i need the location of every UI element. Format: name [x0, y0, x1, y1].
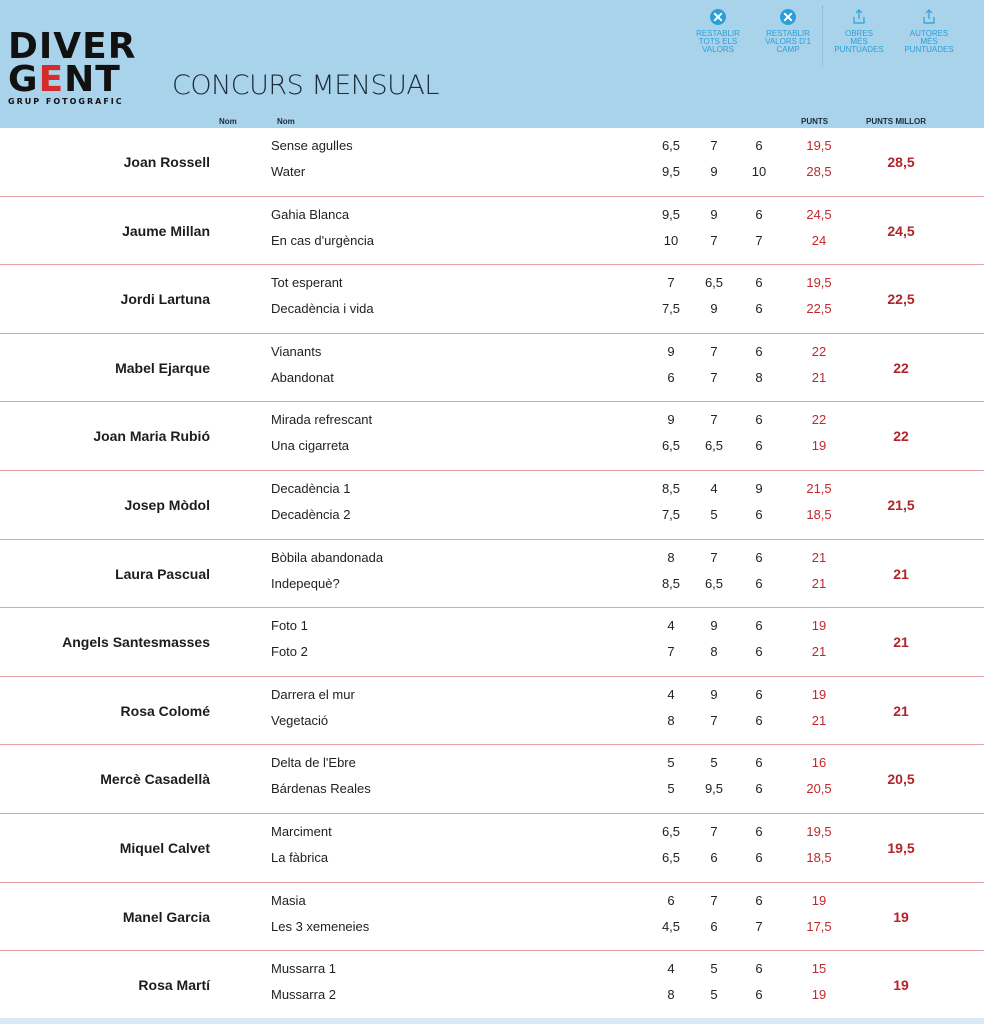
judge-score-2[interactable]: 7	[710, 549, 718, 565]
work-title: Una cigarreta	[271, 438, 350, 454]
author-row[interactable]	[0, 814, 984, 883]
work-points: 21,5	[806, 480, 832, 496]
judge-score-2[interactable]: 6,5	[704, 275, 724, 291]
work-row[interactable]	[0, 613, 984, 639]
work-row[interactable]	[0, 296, 984, 322]
work-row[interactable]	[0, 914, 984, 940]
work-row[interactable]	[0, 270, 984, 296]
best-points: 28,5	[887, 154, 915, 170]
author-name: Joan Maria Rubió	[93, 428, 210, 445]
judge-score-1[interactable]: 4	[667, 686, 675, 702]
judge-score-2[interactable]: 9,5	[704, 781, 724, 797]
work-title: Bárdenas Reales	[271, 781, 371, 797]
work-row[interactable]	[0, 365, 984, 391]
work-title: Gahia Blanca	[271, 206, 350, 222]
author-name: Rosa Colomé	[120, 702, 210, 719]
judge-score-1[interactable]: 5	[667, 755, 675, 771]
judge-score-3[interactable]: 6	[755, 549, 763, 565]
judge-score-2[interactable]: 5	[710, 961, 718, 977]
work-title: La fàbrica	[271, 849, 329, 865]
work-title: Mussarra 2	[271, 987, 337, 1003]
author-name: Mercè Casadellà	[100, 771, 210, 788]
reset-field-button[interactable]	[758, 8, 818, 54]
work-row[interactable]	[0, 202, 984, 228]
work-row[interactable]	[0, 819, 984, 845]
work-points: 21	[811, 575, 827, 591]
work-title: Indepequè?	[271, 575, 340, 591]
column-header-best: PUNTS MILLOR	[866, 117, 926, 126]
judge-score-2[interactable]: 7	[710, 232, 718, 248]
work-row[interactable]	[0, 639, 984, 665]
judge-score-1[interactable]: 7,5	[661, 301, 681, 317]
judge-score-1[interactable]: 6	[667, 369, 675, 385]
judge-score-3[interactable]: 7	[755, 918, 763, 934]
judge-score-3[interactable]: 6	[755, 275, 763, 291]
author-row[interactable]	[0, 471, 984, 540]
judge-score-2[interactable]: 5	[710, 506, 718, 522]
reset-all-label: RESTABLIR TOTS ELS VALORS	[696, 29, 740, 54]
work-points: 15	[811, 961, 827, 977]
work-row[interactable]	[0, 888, 984, 914]
judge-score-3[interactable]: 6	[755, 961, 763, 977]
judge-score-1[interactable]: 8,5	[661, 575, 681, 591]
work-title: Masia	[271, 892, 306, 908]
page-title: CONCURS MENSUAL	[172, 70, 439, 101]
judge-score-3[interactable]: 6	[755, 301, 763, 317]
judge-score-2[interactable]: 9	[710, 686, 718, 702]
judge-score-2[interactable]: 7	[710, 823, 718, 839]
work-points: 22	[811, 412, 827, 428]
work-points: 20,5	[806, 781, 832, 797]
judge-score-3[interactable]: 6	[755, 343, 763, 359]
judge-score-3[interactable]: 6	[755, 849, 763, 865]
work-points: 19,5	[806, 823, 832, 839]
judge-score-3[interactable]: 6	[755, 206, 763, 222]
judge-score-2[interactable]: 6,5	[704, 575, 724, 591]
judge-score-1[interactable]: 8	[667, 712, 675, 728]
logo-line-2	[8, 59, 168, 100]
judge-score-3[interactable]: 6	[755, 438, 763, 454]
judge-score-3[interactable]: 6	[755, 644, 763, 660]
footer-band	[0, 1018, 984, 1024]
work-title: Vegetació	[271, 712, 329, 728]
results-list	[0, 128, 984, 1020]
column-header-points: PUNTS	[801, 117, 829, 126]
judge-score-2[interactable]: 6	[710, 918, 718, 934]
column-header-author: Nom	[219, 117, 237, 126]
work-row[interactable]	[0, 339, 984, 365]
judge-score-3[interactable]: 6	[755, 412, 763, 428]
work-points: 19,5	[806, 275, 832, 291]
work-points: 18,5	[806, 506, 832, 522]
judge-score-2[interactable]: 5	[710, 755, 718, 771]
reset-all-button[interactable]	[688, 8, 748, 54]
judge-score-3[interactable]: 6	[755, 892, 763, 908]
author-row[interactable]	[0, 128, 984, 197]
work-row[interactable]	[0, 476, 984, 502]
share-icon	[850, 8, 868, 26]
work-points: 22,5	[806, 301, 832, 317]
best-points: 19	[893, 908, 909, 925]
work-title: Marciment	[271, 823, 332, 839]
best-points: 21,5	[887, 496, 915, 513]
best-points: 19,5	[887, 839, 915, 856]
author-name: Angels Santesmasses	[62, 634, 210, 651]
work-row[interactable]	[0, 502, 984, 528]
work-title: Decadència 2	[271, 506, 351, 522]
judge-score-3[interactable]: 6	[755, 686, 763, 702]
judge-score-1[interactable]: 4	[667, 961, 675, 977]
judge-score-1[interactable]: 9,5	[661, 164, 681, 179]
judge-score-3[interactable]: 6	[755, 138, 763, 153]
judge-score-3[interactable]: 7	[755, 232, 763, 248]
work-points: 21	[811, 644, 827, 660]
judge-score-1[interactable]: 9	[667, 343, 675, 359]
logo-letter-g: G	[8, 59, 39, 100]
logo-letters-nt: NT	[64, 59, 121, 100]
work-title: Abandonat	[271, 369, 334, 385]
judge-score-2[interactable]: 5	[710, 987, 718, 1003]
work-row[interactable]	[0, 682, 984, 708]
top-works-button[interactable]	[829, 8, 889, 54]
judge-score-1[interactable]: 6	[667, 892, 675, 908]
work-title: Decadència i vida	[271, 301, 374, 317]
work-row[interactable]	[0, 571, 984, 597]
judge-score-2[interactable]: 8	[710, 644, 718, 660]
work-title: Water	[271, 164, 306, 179]
logo-letter-e: E	[38, 59, 65, 100]
top-authors-label: AUTORES MÉS PUNTUADES	[904, 29, 954, 54]
work-title: Vianants	[271, 343, 322, 359]
work-row[interactable]	[0, 956, 984, 982]
work-title: En cas d'urgència	[271, 232, 374, 248]
work-points: 21	[811, 712, 827, 728]
judge-score-1[interactable]: 8	[667, 549, 675, 565]
judge-score-1[interactable]: 4	[667, 618, 675, 634]
author-row[interactable]	[0, 745, 984, 814]
best-points: 22	[893, 428, 909, 445]
work-points: 24,5	[806, 206, 832, 222]
judge-score-3[interactable]: 6	[755, 618, 763, 634]
judge-score-2[interactable]: 9	[710, 206, 718, 222]
author-row[interactable]	[0, 883, 984, 952]
author-name: Rosa Martí	[138, 977, 210, 994]
work-points: 19	[811, 438, 827, 454]
author-row[interactable]	[0, 265, 984, 334]
work-title: Foto 2	[271, 644, 308, 660]
judge-score-1[interactable]: 10	[663, 232, 679, 248]
judge-score-1[interactable]: 9,5	[661, 206, 681, 222]
best-points: 21	[893, 634, 909, 651]
work-title: Decadència 1	[271, 480, 351, 496]
author-row[interactable]	[0, 197, 984, 266]
work-row[interactable]	[0, 776, 984, 802]
work-title: Mirada refrescant	[271, 412, 373, 428]
logo-line-1: DIVER	[8, 26, 137, 67]
author-name: Miquel Calvet	[119, 839, 210, 856]
author-row[interactable]	[0, 540, 984, 609]
work-title: Delta de l'Ebre	[271, 755, 356, 771]
work-title: Darrera el mur	[271, 686, 355, 702]
judge-score-3[interactable]: 6	[755, 781, 763, 797]
judge-score-1[interactable]: 6,5	[661, 849, 681, 865]
author-name: Jordi Lartuna	[120, 291, 210, 308]
judge-score-3[interactable]: 9	[755, 480, 763, 496]
work-points: 19	[811, 686, 827, 702]
app-header	[0, 0, 984, 128]
work-points: 21	[811, 369, 827, 385]
work-points: 18,5	[806, 849, 832, 865]
reset-field-label: RESTABLIR VALORS D'1 CAMP	[765, 29, 811, 54]
work-row[interactable]	[0, 750, 984, 776]
judge-score-2[interactable]: 6,5	[704, 438, 724, 454]
work-points: 28,5	[806, 164, 832, 179]
author-row[interactable]	[0, 402, 984, 471]
judge-score-3[interactable]: 6	[755, 987, 763, 1003]
judge-score-2[interactable]: 7	[710, 892, 718, 908]
judge-score-3[interactable]: 6	[755, 712, 763, 728]
judge-score-1[interactable]: 7,5	[661, 506, 681, 522]
author-row[interactable]	[0, 677, 984, 746]
author-row[interactable]	[0, 951, 984, 1020]
work-row[interactable]	[0, 407, 984, 433]
divergent-logo	[8, 26, 168, 106]
judge-score-2[interactable]: 7	[710, 412, 718, 428]
work-row[interactable]	[0, 982, 984, 1008]
best-points: 21	[893, 702, 909, 719]
judge-score-2[interactable]: 7	[710, 343, 718, 359]
work-row[interactable]	[0, 545, 984, 571]
judge-score-1[interactable]: 6,5	[661, 438, 681, 454]
judge-score-3[interactable]: 10	[751, 164, 767, 179]
judge-score-1[interactable]: 8	[667, 987, 675, 1003]
judge-score-2[interactable]: 9	[710, 301, 718, 317]
judge-score-2[interactable]: 6	[710, 849, 718, 865]
work-title: Bòbila abandonada	[271, 549, 384, 565]
work-title: Mussarra 1	[271, 961, 337, 977]
judge-score-2[interactable]: 9	[710, 618, 718, 634]
author-name: Joan Rossell	[123, 154, 210, 170]
work-title: Foto 1	[271, 618, 308, 634]
logo-subtitle: GRUP FOTOGRAFIC	[8, 97, 124, 106]
judge-score-2[interactable]: 7	[710, 138, 718, 153]
column-header-work: Nom	[277, 117, 295, 126]
work-title: Les 3 xemeneies	[271, 918, 370, 934]
top-works-label: OBRES MÉS PUNTUADES	[834, 29, 884, 54]
judge-score-1[interactable]: 9	[667, 412, 675, 428]
author-name: Manel Garcia	[122, 908, 210, 925]
judge-score-1[interactable]: 8,5	[661, 480, 681, 496]
work-row[interactable]	[0, 133, 984, 159]
work-points: 19	[811, 892, 827, 908]
share-icon	[920, 8, 938, 26]
clear-circle-icon	[709, 8, 727, 26]
work-points: 22	[811, 343, 827, 359]
best-points: 19	[893, 977, 909, 994]
judge-score-3[interactable]: 6	[755, 575, 763, 591]
judge-score-1[interactable]: 6,5	[661, 823, 681, 839]
work-points: 21	[811, 549, 827, 565]
work-row[interactable]	[0, 433, 984, 459]
author-name: Josep Mòdol	[124, 496, 210, 513]
judge-score-3[interactable]: 6	[755, 755, 763, 771]
judge-score-1[interactable]: 6,5	[661, 138, 681, 153]
judge-score-3[interactable]: 6	[755, 506, 763, 522]
work-points: 19	[811, 618, 827, 634]
work-points: 19,5	[806, 138, 832, 153]
judge-score-3[interactable]: 6	[755, 823, 763, 839]
work-row[interactable]	[0, 228, 984, 254]
work-points: 17,5	[806, 918, 832, 934]
work-points: 19	[811, 987, 827, 1003]
author-row[interactable]	[0, 608, 984, 677]
best-points: 24,5	[887, 222, 915, 239]
toolbar-divider	[822, 6, 823, 66]
clear-circle-icon	[779, 8, 797, 26]
judge-score-2[interactable]: 9	[710, 164, 718, 179]
author-name: Laura Pascual	[115, 565, 210, 582]
judge-score-3[interactable]: 8	[755, 369, 763, 385]
judge-score-2[interactable]: 7	[710, 369, 718, 385]
best-points: 22	[893, 359, 909, 376]
judge-score-2[interactable]: 4	[710, 480, 718, 496]
work-row[interactable]	[0, 708, 984, 734]
judge-score-1[interactable]: 4,5	[661, 918, 681, 934]
work-points: 24	[811, 232, 827, 248]
work-title: Tot esperant	[271, 275, 343, 291]
top-authors-button[interactable]	[899, 8, 959, 54]
work-title: Sense agulles	[271, 138, 353, 153]
work-row[interactable]	[0, 159, 984, 185]
best-points: 22,5	[887, 291, 915, 308]
judge-score-1[interactable]: 5	[667, 781, 675, 797]
judge-score-1[interactable]: 7	[667, 644, 675, 660]
author-name: Jaume Millan	[122, 222, 210, 239]
judge-score-1[interactable]: 7	[667, 275, 675, 291]
best-points: 21	[893, 565, 909, 582]
author-name: Mabel Ejarque	[115, 359, 210, 376]
judge-score-2[interactable]: 7	[710, 712, 718, 728]
work-points: 16	[811, 755, 827, 771]
best-points: 20,5	[887, 771, 915, 788]
work-row[interactable]	[0, 845, 984, 871]
author-row[interactable]	[0, 334, 984, 403]
